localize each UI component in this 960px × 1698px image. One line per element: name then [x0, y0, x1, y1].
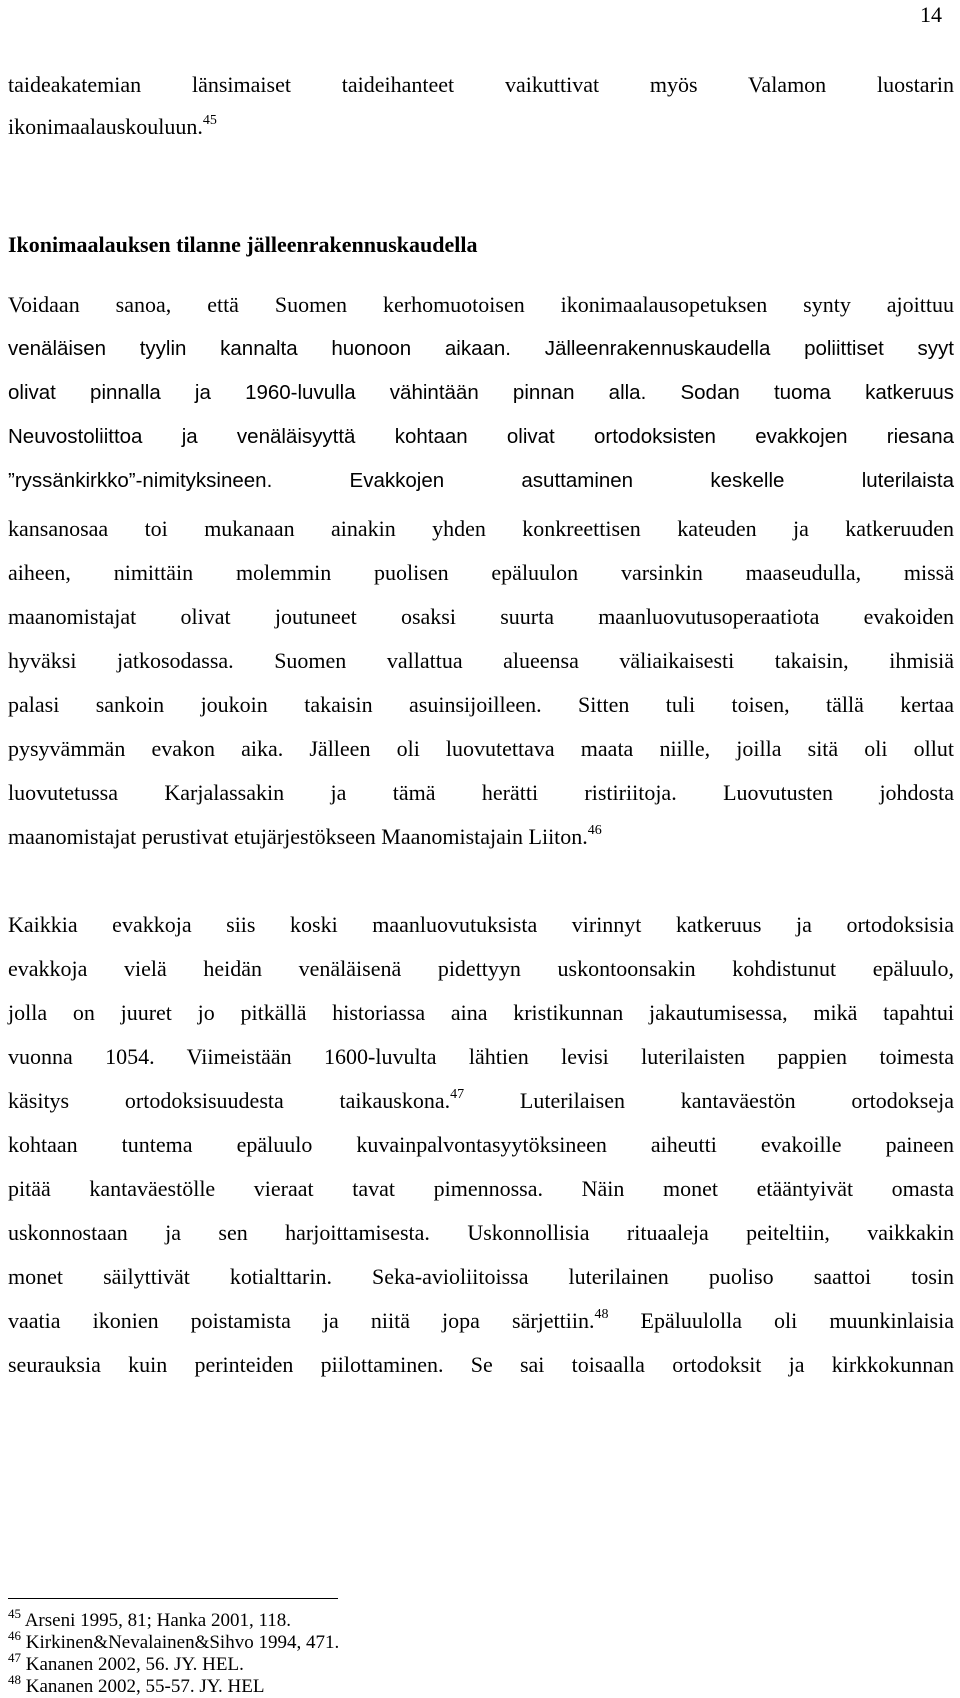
body-line: kohtaan tuntema epäluulo kuvainpalvontasyytöksineen aiheutti evakoille paineen	[8, 1132, 954, 1157]
footnote-marker: 48	[594, 1307, 609, 1322]
body-line	[8, 1086, 954, 1116]
footnote-marker: 45	[202, 113, 217, 128]
body-line: kansanosaa toi mukanaan ainakin yhden konkreettisen kateuden ja katkeruuden	[8, 516, 954, 541]
body-line: Neuvostoliittoa ja venäläisyyttä kohtaan olivat ortodoksisten evakkojen riesana	[8, 425, 954, 448]
body-text: vaatia ikonien poistamista ja niitä jopa särjettiin.	[8, 1308, 595, 1333]
section-heading: Ikonimaalauksen tilanne jälleenrakennuskaudella	[8, 232, 478, 257]
footnote-number: 48	[8, 1672, 21, 1687]
body-line: evakkoja vielä heidän venäläisenä pidettyyn uskontoonsakin kohdistunut epäluulo,	[8, 956, 954, 981]
body-line: palasi sankoin joukoin takaisin asuinsijoilleen. Sitten tuli toisen, tällä kertaa	[8, 692, 954, 717]
footnote-text: Kananen 2002, 55-57. JY. HEL	[25, 1676, 265, 1697]
footnote-number: 47	[8, 1650, 21, 1665]
body-line: luovutetussa Karjalassakin ja tämä herätti ristiriitoja. Luovutusten johdosta	[8, 780, 954, 805]
footnote	[8, 1672, 265, 1698]
body-line: Kaikkia evakkoja siis koski maanluovutuksista virinnyt katkeruus ja ortodoksisia	[8, 912, 954, 937]
page-number: 14	[920, 2, 942, 27]
footnote-separator	[8, 1598, 338, 1599]
body-text: Luterilaisen kantaväestön ortodokseja	[464, 1088, 954, 1113]
footnote-text: Kananen 2002, 56. JY. HEL.	[25, 1654, 244, 1675]
body-text: ikonimaalauskouluun.	[8, 114, 203, 139]
footnote-marker: 47	[450, 1087, 465, 1102]
body-text: Epäluulolla oli muunkinlaisia	[608, 1308, 954, 1333]
body-line: olivat pinnalla ja 1960-luvulla vähintään pinnan alla. Sodan tuoma katkeruus	[8, 381, 954, 404]
body-line: ”ryssänkirkko”-nimityksineen. Evakkojen asuttaminen keskelle luterilaista	[8, 469, 954, 492]
body-line: venäläisen tyylin kannalta huonoon aikaan. Jälleenrakennuskaudella poliittiset syyt	[8, 337, 954, 360]
body-line	[8, 822, 954, 852]
footnote-number: 46	[8, 1628, 21, 1643]
body-text: käsitys ortodoksisuudesta taikauskona.	[8, 1088, 451, 1113]
body-line: vuonna 1054. Viimeistään 1600-luvulta lähtien levisi luterilaisten pappien toimesta	[8, 1044, 954, 1069]
body-line: Voidaan sanoa, että Suomen kerhomuotoisen ikonimaalausopetuksen synty ajoittuu	[8, 292, 954, 317]
footnote-number: 45	[8, 1606, 21, 1621]
body-line	[8, 1306, 954, 1336]
body-line: hyväksi jatkosodassa. Suomen vallattua alueensa väliaikaisesti takaisin, ihmisiä	[8, 648, 954, 673]
footnote	[8, 1628, 340, 1654]
body-line: pysyvämmän evakon aika. Jälleen oli luovutettava maata niille, joilla sitä oli ollut	[8, 736, 954, 761]
body-line: aiheen, nimittäin molemmin puolisen epäluulon varsinkin maaseudulla, missä	[8, 560, 954, 585]
footnote-marker: 46	[587, 823, 602, 838]
footnote-text: Kirkinen&Nevalainen&Sihvo 1994, 471.	[25, 1632, 340, 1653]
footnote	[8, 1650, 244, 1676]
body-line: maanomistajat olivat joutuneet osaksi suurta maanluovutusoperaatiota evakoiden	[8, 604, 954, 629]
body-line: pitää kantaväestölle vieraat tavat pimennossa. Näin monet etääntyivät omasta	[8, 1176, 954, 1201]
body-line: jolla on juuret jo pitkällä historiassa aina kristikunnan jakautumisessa, mikä tapahtui	[8, 1000, 954, 1025]
body-line: taideakatemian länsimaiset taideihanteet vaikuttivat myös Valamon luostarin	[8, 72, 954, 97]
body-line: monet säilyttivät kotialttarin. Seka-avioliitoissa luterilainen puoliso saattoi tosin	[8, 1264, 954, 1289]
footnote	[8, 1606, 292, 1632]
body-line: uskonnostaan ja sen harjoittamisesta. Uskonnollisia rituaaleja peiteltiin, vaikkakin	[8, 1220, 954, 1245]
body-line	[8, 112, 954, 142]
footnote-text: Arseni 1995, 81; Hanka 2001, 118.	[24, 1610, 292, 1631]
body-line: seurauksia kuin perinteiden piilottaminen. Se sai toisaalla ortodoksit ja kirkkokunnan	[8, 1352, 954, 1377]
body-text: maanomistajat perustivat etujärjestökseen Maanomistajain Liiton.	[8, 824, 588, 849]
